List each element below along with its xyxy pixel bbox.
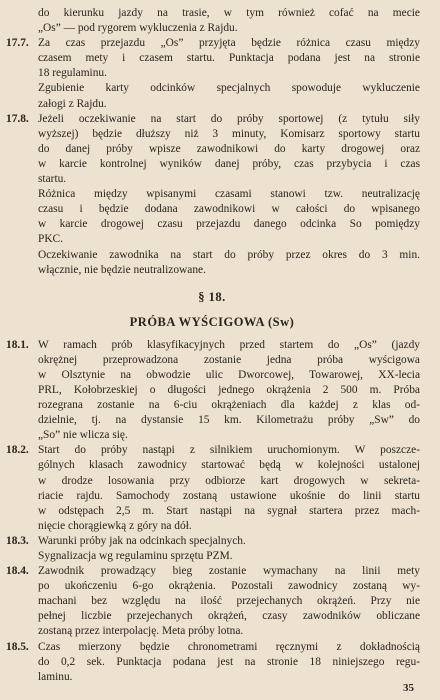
text-line: załogi z Rajdu. [38,97,107,110]
paragraph-number: 18.5. [6,640,29,653]
text-line: „So” nie wlicza się. [38,429,128,442]
text-line: w karcie kontrolnej wyników danej próby, czas przybycia i czas [38,157,420,170]
text-line: Za czas przejazdu „Os” przyjęta będzie różnica czasu między [38,37,420,50]
text-line: w Olsztynie na obwodzie ulic Dworcowej, Towarowej, XX-lecia [38,368,420,381]
text-line: nięcie chorągiewką z góry na dół. [38,519,192,532]
text-line: pełnej liczbie przejechanych okrążeń, czasy zawodników obliczane [38,610,420,623]
text-line: czasu i będzie dodana zawodnikowi w całości do wpisanego [38,203,420,216]
paragraph-number: 18.2. [6,444,29,457]
text-line: Różnica między wpisanymi czasami stanowi tzw. neutralizację [38,188,420,201]
text-line: Zawodnik prowadzący bieg zostanie wymachany na linii mety [38,565,420,578]
paragraph-body [38,443,420,534]
text-line: PKC. [38,233,64,246]
text-line: 18 regulaminu. [38,67,107,80]
paragraph-18-1 [4,338,420,444]
text-line: do 0,2 sek. Punktacja podana jest na stronie 18 niniejszego regu- [38,655,420,668]
text-line: czasem mety i czasem startu. Punktacja podana jest na stronie [38,52,420,65]
paragraph-18-4 [4,564,420,639]
paragraph-body [38,112,420,278]
text-line: Zgubienie karty odcinków specjalnych spowoduje wykluczenie [38,82,420,95]
paragraph-18-3 [4,534,420,564]
paragraph-number: 17.8. [6,112,29,125]
section-title: PRÓBA WYŚCIGOWA (Sw) [129,314,295,329]
paragraph-body [38,640,420,685]
paragraph-number: 18.1. [6,338,29,351]
paragraph-number: 18.3. [6,534,29,547]
paragraph-body [38,36,420,111]
text-line: w karcie drogowej czasu przejazdu danego odcinka So pomiędzy [38,218,420,231]
text-line: Oczekiwanie zawodnika na start do próby przez okres do 3 min. [38,248,420,261]
section-number: § 18. [198,289,226,304]
text-line: machani bez względu na ilość przejechanych okrążeń. Przy nie [38,595,420,608]
paragraph-body [38,338,420,444]
paragraph-17-8 [4,112,420,278]
text-line: w drodze losowania przy odbiorze kart drogowych w sekreta- [38,474,420,487]
text-line: riacie rajdu. Samochody zostaną ustawione ukośnie do linii startu [38,489,420,502]
text-line: PRL, Kołobrzeskiej o długości jednego okrążenia 2 500 m. Próba [38,383,420,396]
text-line: zostaną przez interpolację. Meta próby lotna. [38,625,244,638]
paragraph-number: 18.4. [6,565,29,578]
continued-paragraph [38,6,420,36]
text-line: dzielnie, tj. na dystansie 15 km. Kilometrażu próby „Sw” do [38,414,420,427]
text-line: laminu. [38,670,73,683]
text-line: wyższej) będzie dłuższy niż 3 minuty, Komisarz sportowy startu [38,127,420,140]
text-line: W ramach prób klasyfikacyjnych przed startem do „Os” (jazdy [38,338,420,351]
paragraph-body [38,534,420,564]
text-line: „Os” — pod rygorem wykluczenia z Rajdu. [38,22,238,35]
text-line: do danej próby wpisze zawodnikowi do karty drogowej oraz [38,142,420,155]
text-line: Warunki próby jak na odcinkach specjalnych. [38,534,246,547]
text-line: Start do próby nastąpi z silnikiem uruchomionym. W poszcze- [38,444,420,457]
text-line: włącznie, nie będzie neutralizowane. [38,263,206,276]
text-line: Jeżeli oczekiwanie na start do próby sportowej (z tytułu siły [38,112,420,125]
paragraph-number: 17.7. [6,37,29,50]
text-line: w odstępach 2,5 m. Start nastąpi na sygnał startera przez mach- [38,504,420,517]
paragraph-17-7 [4,36,420,111]
text-line: rozegrana zostanie na 6-ciu okrążeniach dla każdej z klas od- [38,399,420,412]
text-line: Czas mierzony będzie chronometrami ręcznymi z dokładnością [38,640,420,653]
text-line: gólnych klasach zawodnicy startować będą w kolejności ustalonej [38,459,420,472]
text-line: Sygnalizacja wg regulaminu sprzętu PZM. [38,550,233,562]
paragraph-18-2 [4,443,420,534]
paragraph-18-5 [4,640,420,685]
text-line: po ukończeniu 6-go okrążenia. Pozostali zawodnicy zostaną wy- [38,580,420,593]
text-line: do kierunku jazdy na trasie, w tym również cofać na mecie [38,7,420,19]
text-line: startu. [38,173,67,186]
text-line: okrężnej przeprowadzona zostanie jedna próba wyścigowa [38,353,420,366]
page-number: 35 [403,682,414,694]
paragraph-body [38,564,420,639]
